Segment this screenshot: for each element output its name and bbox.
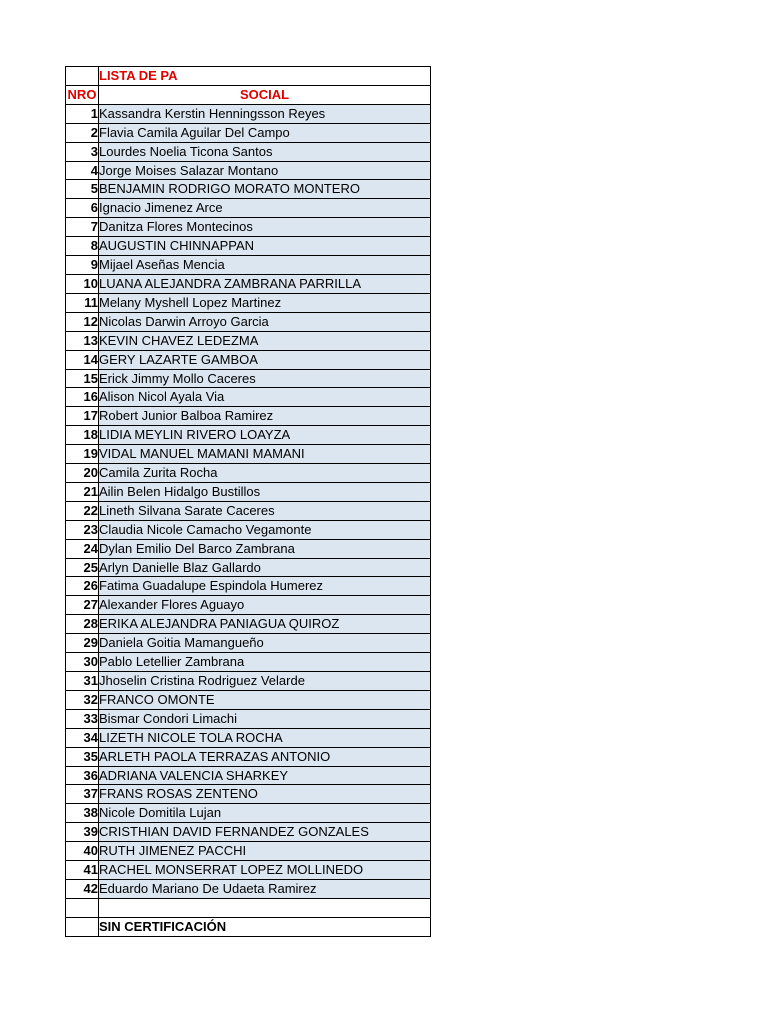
empty-row [66, 898, 431, 917]
table-row [66, 256, 431, 275]
table-row [66, 123, 431, 142]
row-number-cell[interactable]: 8 [66, 237, 99, 256]
table-row [66, 672, 431, 691]
row-number-cell[interactable]: 23 [66, 520, 99, 539]
title-row [66, 67, 431, 86]
participant-name-cell[interactable]: Arlyn Danielle Blaz Gallardo [99, 558, 431, 577]
row-number-cell[interactable]: 21 [66, 482, 99, 501]
table-row [66, 747, 431, 766]
table-row [66, 879, 431, 898]
row-number-cell[interactable]: 32 [66, 690, 99, 709]
row-number-cell[interactable]: 39 [66, 823, 99, 842]
table-row [66, 520, 431, 539]
row-number-cell[interactable]: 4 [66, 161, 99, 180]
row-number-cell[interactable]: 6 [66, 199, 99, 218]
table-row [66, 804, 431, 823]
column-header-social[interactable]: SOCIAL [99, 85, 431, 104]
row-number-cell[interactable]: 12 [66, 312, 99, 331]
row-number-cell[interactable]: 9 [66, 256, 99, 275]
participant-name-cell[interactable]: GERY LAZARTE GAMBOA [99, 350, 431, 369]
table-row [66, 615, 431, 634]
table-row [66, 728, 431, 747]
row-number-cell[interactable]: 35 [66, 747, 99, 766]
table-row [66, 501, 431, 520]
row-number-cell[interactable]: 29 [66, 634, 99, 653]
participant-name-cell[interactable]: Kassandra Kerstin Henningsson Reyes [99, 104, 431, 123]
table-row [66, 180, 431, 199]
participant-name-cell[interactable]: Lourdes Noelia Ticona Santos [99, 142, 431, 161]
table-row [66, 709, 431, 728]
row-number-cell[interactable]: 2 [66, 123, 99, 142]
table-row [66, 766, 431, 785]
participant-name-cell[interactable]: LUANA ALEJANDRA ZAMBRANA PARRILLA [99, 274, 431, 293]
row-number-cell[interactable]: 40 [66, 842, 99, 861]
row-number-cell[interactable]: 17 [66, 407, 99, 426]
sin-certificacion-label[interactable]: SIN CERTIFICACIÓN [99, 917, 431, 936]
header-row [66, 85, 431, 104]
participant-name-cell[interactable]: Ignacio Jimenez Arce [99, 199, 431, 218]
table-row [66, 861, 431, 880]
table-row [66, 312, 431, 331]
row-number-cell[interactable]: 24 [66, 539, 99, 558]
participant-name-cell[interactable]: Eduardo Mariano De Udaeta Ramirez [99, 879, 431, 898]
participant-name-cell[interactable]: ADRIANA VALENCIA SHARKEY [99, 766, 431, 785]
participant-name-cell[interactable]: RACHEL MONSERRAT LOPEZ MOLLINEDO [99, 861, 431, 880]
sheet-body [66, 67, 431, 937]
row-number-cell[interactable]: 3 [66, 142, 99, 161]
table-row [66, 558, 431, 577]
row-number-cell[interactable]: 1 [66, 104, 99, 123]
participant-name-cell[interactable]: Alison Nicol Ayala Via [99, 388, 431, 407]
row-number-cell[interactable]: 25 [66, 558, 99, 577]
participant-name-cell[interactable]: CRISTHIAN DAVID FERNANDEZ GONZALES [99, 823, 431, 842]
participant-name-cell[interactable]: Lineth Silvana Sarate Caceres [99, 501, 431, 520]
row-number-cell[interactable]: 37 [66, 785, 99, 804]
sheet-title[interactable]: LISTA DE PA [99, 67, 431, 86]
row-number-cell[interactable]: 33 [66, 709, 99, 728]
participant-name-cell[interactable]: FRANCO OMONTE [99, 690, 431, 709]
row-number-cell[interactable]: 26 [66, 577, 99, 596]
participant-name-cell[interactable]: Nicole Domitila Lujan [99, 804, 431, 823]
table-row [66, 388, 431, 407]
table-row [66, 274, 431, 293]
row-number-cell[interactable]: 42 [66, 879, 99, 898]
table-row [66, 464, 431, 483]
row-number-cell[interactable]: 28 [66, 615, 99, 634]
participant-sheet [65, 66, 431, 937]
participant-name-cell[interactable]: Erick Jimmy Mollo Caceres [99, 369, 431, 388]
table-row [66, 482, 431, 501]
participant-name-cell[interactable]: AUGUSTIN CHINNAPPAN [99, 237, 431, 256]
empty-name-cell[interactable] [99, 898, 431, 917]
participant-name-cell[interactable]: Alexander Flores Aguayo [99, 596, 431, 615]
row-number-cell[interactable]: 34 [66, 728, 99, 747]
table-row [66, 577, 431, 596]
row-number-cell[interactable]: 20 [66, 464, 99, 483]
row-number-cell[interactable]: 27 [66, 596, 99, 615]
participant-name-cell[interactable]: Flavia Camila Aguilar Del Campo [99, 123, 431, 142]
participant-name-cell[interactable]: Fatima Guadalupe Espindola Humerez [99, 577, 431, 596]
row-number-cell[interactable]: 14 [66, 350, 99, 369]
participant-name-cell[interactable]: Jhoselin Cristina Rodriguez Velarde [99, 672, 431, 691]
row-number-cell[interactable]: 15 [66, 369, 99, 388]
participant-name-cell[interactable]: Danitza Flores Montecinos [99, 218, 431, 237]
table-row [66, 369, 431, 388]
table-row [66, 104, 431, 123]
table-row [66, 653, 431, 672]
table-row [66, 596, 431, 615]
row-number-cell[interactable]: 30 [66, 653, 99, 672]
row-number-cell[interactable]: 13 [66, 331, 99, 350]
participant-name-cell[interactable]: Pablo Letellier Zambrana [99, 653, 431, 672]
row-number-cell[interactable]: 5 [66, 180, 99, 199]
table-row [66, 293, 431, 312]
table-row [66, 407, 431, 426]
participant-name-cell[interactable]: ERIKA ALEJANDRA PANIAGUA QUIROZ [99, 615, 431, 634]
participant-name-cell[interactable]: Bismar Condori Limachi [99, 709, 431, 728]
participant-name-cell[interactable]: ARLETH PAOLA TERRAZAS ANTONIO [99, 747, 431, 766]
participant-name-cell[interactable]: Mijael Aseñas Mencia [99, 256, 431, 275]
participant-name-cell[interactable]: Jorge Moises Salazar Montano [99, 161, 431, 180]
table-row [66, 634, 431, 653]
row-number-cell[interactable]: 7 [66, 218, 99, 237]
table-row [66, 823, 431, 842]
row-number-cell[interactable]: 31 [66, 672, 99, 691]
participant-name-cell[interactable]: KEVIN CHAVEZ LEDEZMA [99, 331, 431, 350]
row-number-cell[interactable]: 19 [66, 445, 99, 464]
participant-name-cell[interactable]: Daniela Goitia Mamangueño [99, 634, 431, 653]
participant-name-cell[interactable]: FRANS ROSAS ZENTENO [99, 785, 431, 804]
table-row [66, 539, 431, 558]
table-row [66, 161, 431, 180]
row-number-cell[interactable]: 10 [66, 274, 99, 293]
table-row [66, 842, 431, 861]
participant-name-cell[interactable]: Melany Myshell Lopez Martinez [99, 293, 431, 312]
row-number-cell[interactable]: 41 [66, 861, 99, 880]
table-row [66, 142, 431, 161]
row-number-cell[interactable]: 11 [66, 293, 99, 312]
table-row [66, 445, 431, 464]
row-number-cell[interactable]: 22 [66, 501, 99, 520]
participant-name-cell[interactable]: BENJAMIN RODRIGO MORATO MONTERO [99, 180, 431, 199]
participant-name-cell[interactable]: LIZETH NICOLE TOLA ROCHA [99, 728, 431, 747]
table-row [66, 690, 431, 709]
participant-name-cell[interactable]: VIDAL MANUEL MAMANI MAMANI [99, 445, 431, 464]
table-row [66, 426, 431, 445]
column-header-nro[interactable]: NRO [66, 85, 99, 104]
row-number-cell[interactable]: 16 [66, 388, 99, 407]
participant-name-cell[interactable]: Dylan Emilio Del Barco Zambrana [99, 539, 431, 558]
title-empty-cell[interactable] [66, 67, 99, 86]
participant-name-cell[interactable]: Camila Zurita Rocha [99, 464, 431, 483]
empty-nro-cell[interactable] [66, 898, 99, 917]
row-number-cell[interactable]: 18 [66, 426, 99, 445]
footer-nro-cell[interactable] [66, 917, 99, 936]
row-number-cell[interactable]: 36 [66, 766, 99, 785]
table-row [66, 785, 431, 804]
participant-name-cell[interactable]: LIDIA MEYLIN RIVERO LOAYZA [99, 426, 431, 445]
participant-name-cell[interactable]: Ailin Belen Hidalgo Bustillos [99, 482, 431, 501]
row-number-cell[interactable]: 38 [66, 804, 99, 823]
footer-row [66, 917, 431, 936]
table-row [66, 350, 431, 369]
table-row [66, 237, 431, 256]
table-row [66, 331, 431, 350]
participant-name-cell[interactable]: Claudia Nicole Camacho Vegamonte [99, 520, 431, 539]
participant-name-cell[interactable]: RUTH JIMENEZ PACCHI [99, 842, 431, 861]
table-row [66, 218, 431, 237]
participant-name-cell[interactable]: Robert Junior Balboa Ramirez [99, 407, 431, 426]
participant-name-cell[interactable]: Nicolas Darwin Arroyo Garcia [99, 312, 431, 331]
table-row [66, 199, 431, 218]
